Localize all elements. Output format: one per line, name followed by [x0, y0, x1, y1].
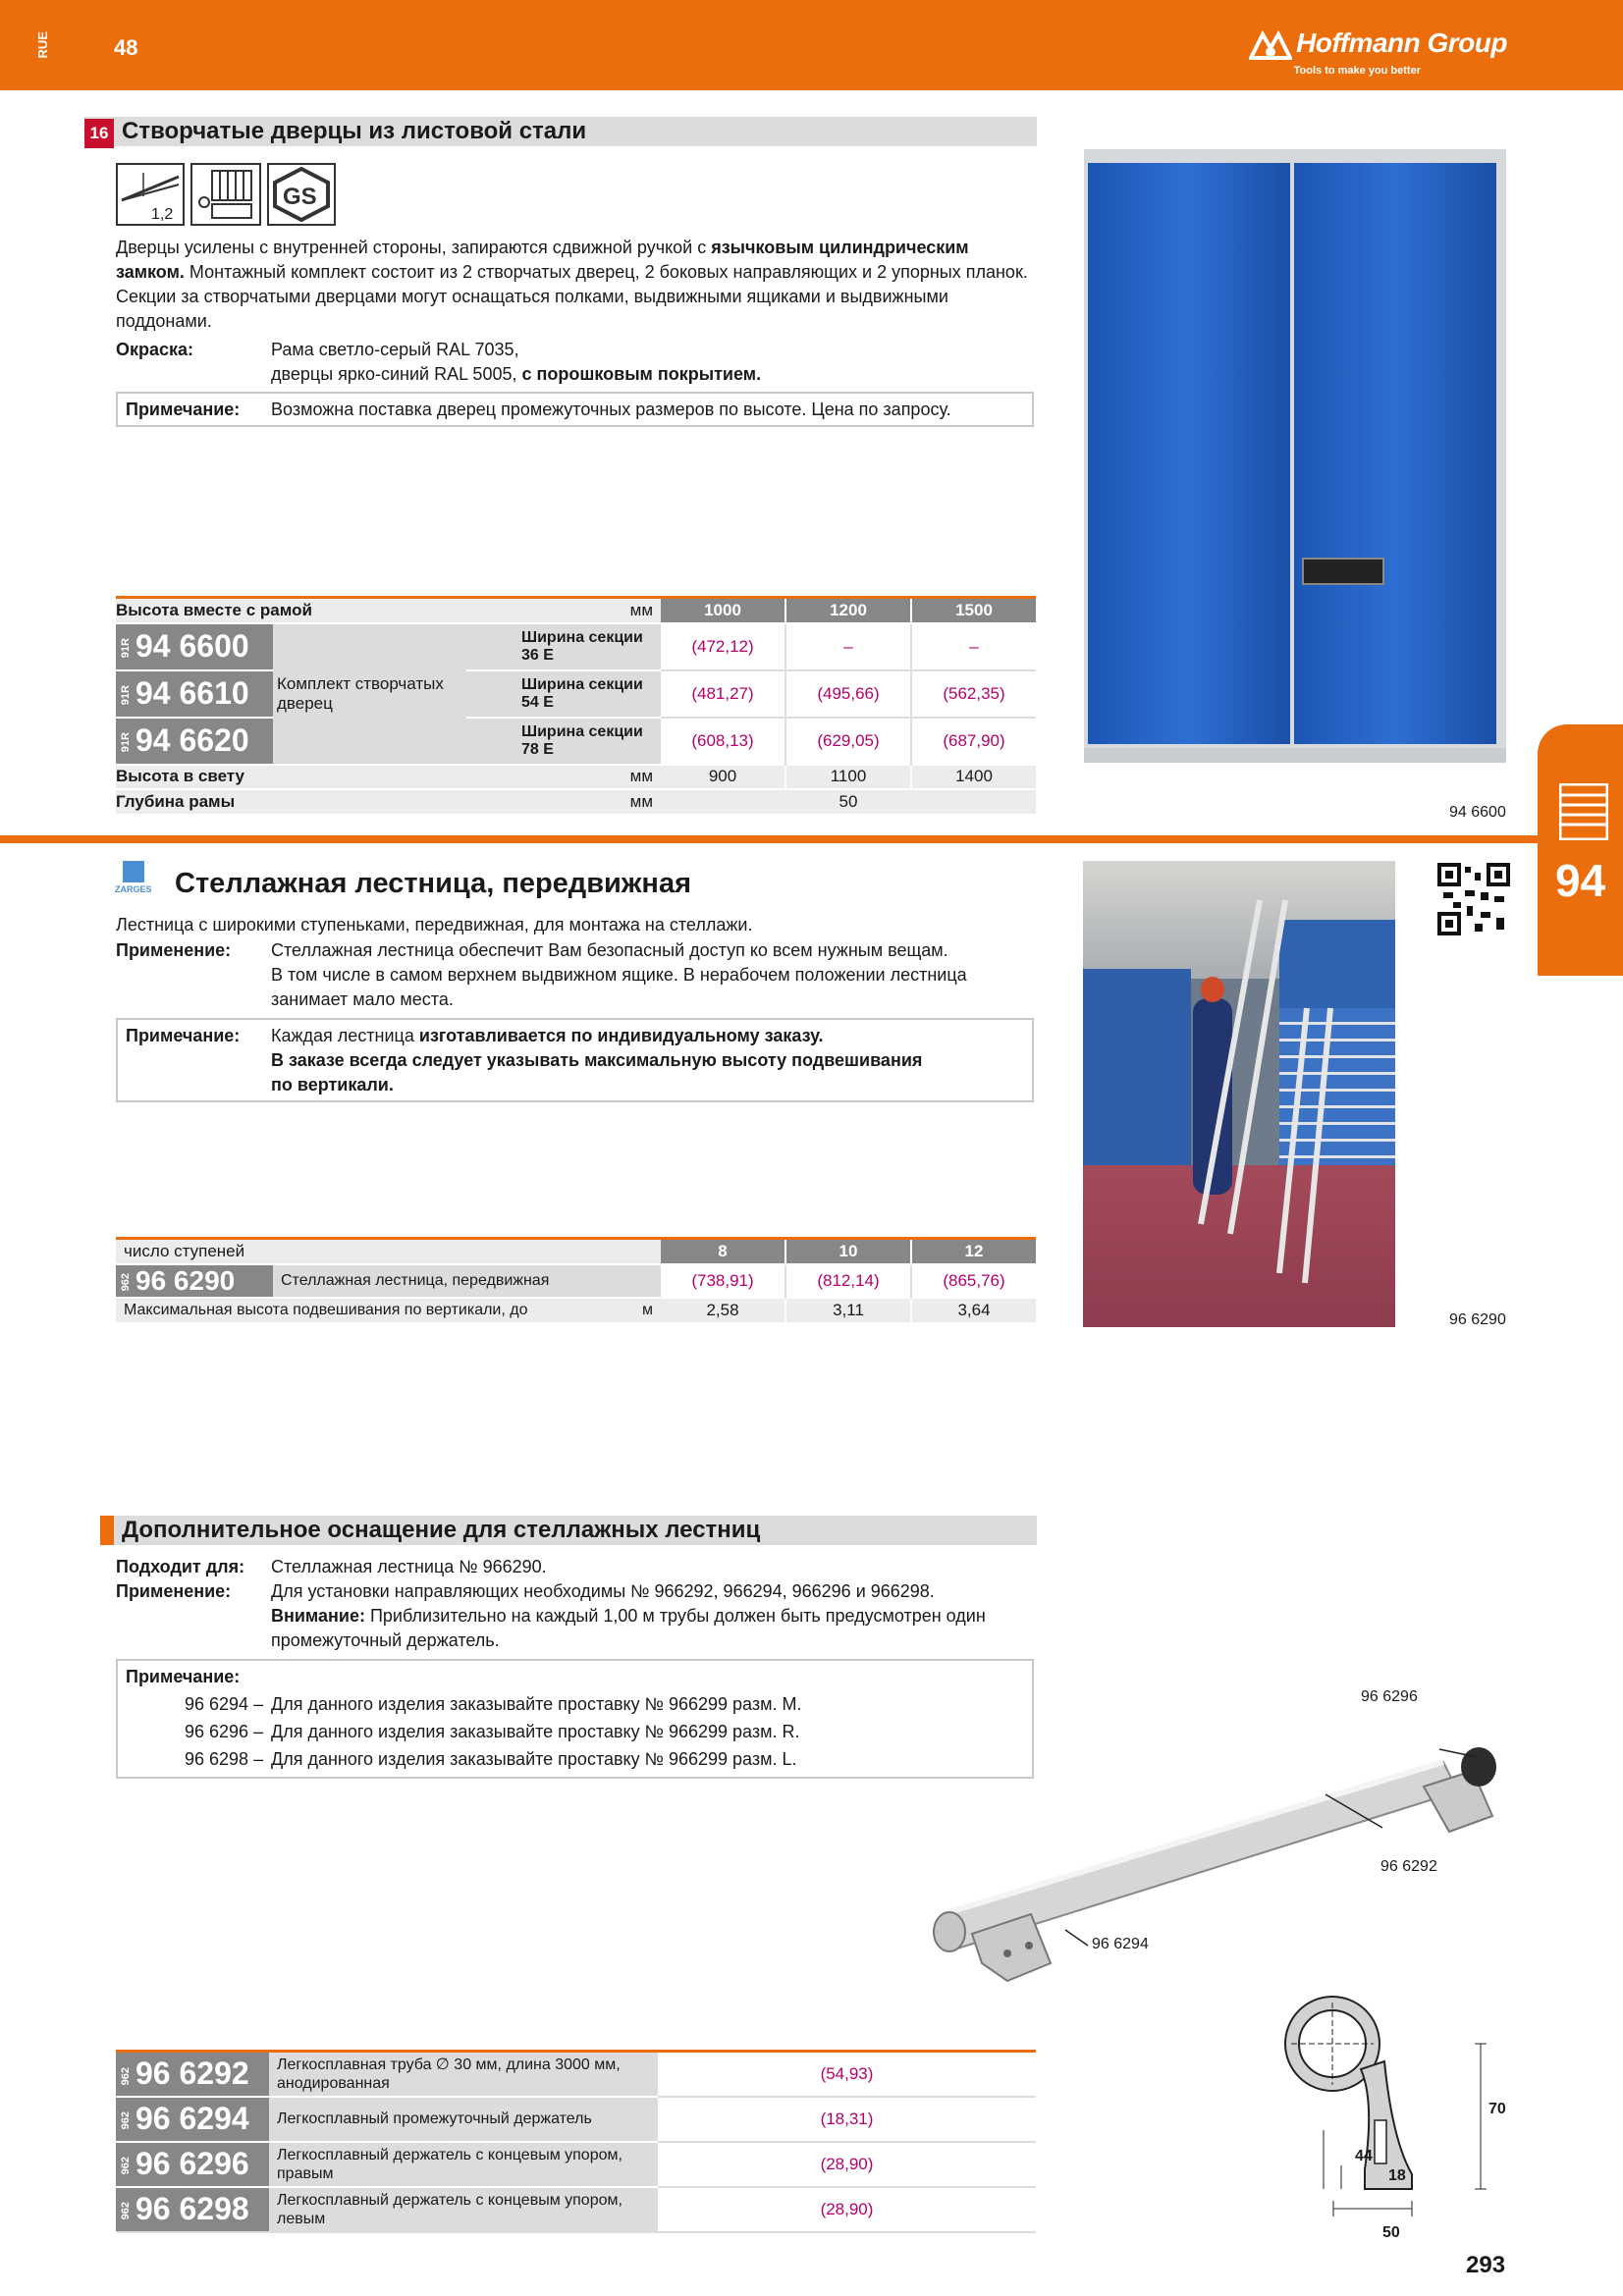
max-height-8: 2,58: [661, 1298, 785, 1322]
table-row: [116, 670, 1036, 718]
depth-value: 50: [661, 789, 1036, 814]
doors-note: Примечание: Возможна поставка дверец промежуточных размеров по высоте. Цена по запросу.: [116, 392, 1034, 427]
page-number-bottom: 293: [1466, 2252, 1506, 2278]
clear-height-unit: мм: [466, 765, 661, 789]
price-96-6298: (28,90): [658, 2187, 1036, 2232]
sheet-thickness-icon: [116, 163, 185, 226]
table-row: [116, 2052, 1036, 2097]
price-6610-1000: (481,27): [661, 670, 785, 718]
ladder-note: Примечание: Каждая лестница изготавливается по индивидуальному заказу. В заказе всегда следует указывать максимальную высоту подвешивания по вертикали.: [116, 1018, 1034, 1102]
desc-96-6294: Легкосплавный промежуточный держатель: [269, 2097, 658, 2142]
article-96-6298: 962 96 6298: [116, 2187, 269, 2232]
section-title-text: Створчатые дверцы из листовой стали: [122, 118, 587, 144]
qr-code-icon: [1437, 863, 1510, 935]
page-number-top: 48: [114, 35, 138, 60]
holder-dimension-drawing: [1267, 1993, 1522, 2238]
chapter-number: 94: [1555, 855, 1606, 906]
accessories-info: Подходит для: Стеллажная лестница № 966290. Применение: Для установки направляющих необходимы № 966292, 966294, 966296 и 966298. Внимание: Приблизительно на каждый 1,00 м трубы должен быть предусмотрен один промежуточный держатель.: [116, 1557, 986, 1650]
accessories-note: Примечание: 96 6294 – Для данного изделия заказывайте проставку № 966299 разм. M. 96 6296 – Для данного изделия заказывайте проставку № 966299 разм. R. 96 6298 – Для данного изделия заказывайте проставку № 966299 разм. L.: [116, 1659, 1034, 1779]
section-divider: [0, 835, 1542, 843]
price-6610-1500: (562,35): [911, 670, 1036, 718]
width-54e: Ширина секции 54 E: [466, 670, 661, 718]
width-78e: Ширина секции 78 E: [466, 718, 661, 765]
section-title-doors: [84, 117, 1037, 146]
accessories-title-text: Дополнительное оснащение для стеллажных лестниц: [122, 1517, 761, 1543]
ladder-photo: [1083, 861, 1395, 1327]
gs-certification-icon: [267, 163, 336, 226]
price-6600-1000: (472,12): [691, 636, 754, 656]
note-code-6298: 96 6298 –: [185, 1749, 264, 1769]
note-text-6298: Для данного изделия заказывайте проставку № 966299 разм. L.: [271, 1749, 797, 1769]
language-code: RUE: [35, 31, 50, 59]
col-1200: 1200: [785, 598, 911, 623]
max-height-10: 3,11: [785, 1298, 911, 1322]
desc-96-6296: Легкосплавный держатель с концевым упором, правым: [269, 2142, 658, 2187]
col-12: 12: [911, 1239, 1036, 1264]
dim-44: 44: [1355, 2148, 1373, 2164]
note-text-6294: Для данного изделия заказывайте проставку № 966299 разм. M.: [271, 1694, 802, 1714]
max-height-label: Максимальная высота подвешивания по вертикали, до м: [116, 1298, 661, 1322]
col-1000: 1000: [661, 598, 785, 623]
article-94-6610: 91R 94 6610: [116, 670, 273, 718]
doors-description: Дверцы усилены с внутренней стороны, запираются сдвижной ручкой с язычковым цилиндрическим замком. Монтажный комплект состоит из 2 створчатых дверец, 2 боковых направляющих и 2 упорных планок. Секции за створчатыми дверцами могут оснащаться полками, выдвижными ящиками и выдвижными поддонами.: [116, 238, 1028, 331]
left-door: [1088, 163, 1290, 744]
ladder-price-table: [116, 1237, 1036, 1322]
price-6620-1000: (608,13): [661, 718, 785, 765]
cabinet-image-caption: 94 6600: [1449, 804, 1506, 821]
article-96-6292: 962 96 6292: [116, 2052, 269, 2097]
article-94-6600: 91R 94 6600: [116, 623, 273, 670]
brand-logo: [1249, 27, 1507, 60]
table-row: [116, 2187, 1036, 2232]
table-row: [116, 623, 1036, 670]
price-6610-1200: (495,66): [785, 670, 911, 718]
dim-50: 50: [1382, 2224, 1400, 2241]
chapter-tab: [1538, 724, 1623, 976]
accessories-price-table: [116, 2050, 1036, 2233]
logo-tagline: Tools to make you better: [1293, 65, 1421, 77]
ladder-product-name: Стеллажная лестница, передвижная: [273, 1264, 661, 1298]
price-96-6292: (54,93): [820, 2063, 874, 2083]
callout-96-6296: 96 6296: [1361, 1688, 1418, 1705]
right-door: [1294, 163, 1496, 744]
section-badge: 16: [84, 119, 114, 148]
steps-label: число ступеней: [116, 1239, 661, 1264]
paint-info: Окраска: Рама светло-серый RAL 7035, дверцы ярко-синий RAL 5005, с порошковым покрытием.: [116, 340, 762, 384]
table-row: [116, 2142, 1036, 2187]
price-6600-1500: –: [911, 623, 1036, 670]
dim-70: 70: [1488, 2101, 1506, 2117]
max-height-12: 3,64: [911, 1298, 1036, 1322]
callout-96-6294: 96 6294: [1092, 1936, 1149, 1952]
zarges-logo-icon: [123, 861, 144, 882]
door-handle-lock: [1302, 558, 1384, 585]
thickness-value: 1,2: [151, 206, 174, 223]
note-code-6294: 96 6294 –: [185, 1694, 264, 1714]
section-marker: [100, 1516, 114, 1545]
clear-height-label: Высота в свету: [116, 765, 466, 789]
ladder-intro: Лестница с широкими ступеньками, передвижная, для монтажа на стеллажи.: [116, 915, 753, 934]
max-height-unit: м: [642, 1301, 653, 1318]
clear-height-1500: 1400: [911, 765, 1036, 789]
ladder-application: Применение: Стеллажная лестница обеспечит Вам безопасный доступ ко всем нужным вещам. В том числе в самом верхнем выдвижном ящике. В нерабочем положении лестница занимает мало места.: [116, 940, 967, 1009]
logo-text: Hoffmann Group: [1296, 27, 1507, 58]
height-label: Высота вместе с рамой: [116, 598, 466, 623]
cabinet-doors-image: [1084, 149, 1506, 763]
price-96-6294: (18,31): [658, 2097, 1036, 2142]
article-94-6620: 91R 94 6620: [116, 718, 273, 765]
ladder-photo-caption: 96 6290: [1449, 1311, 1506, 1328]
clear-height-1000: 900: [661, 765, 785, 789]
ladder-drawing: [1083, 861, 1395, 1327]
dim-18: 18: [1388, 2167, 1406, 2184]
price-96-6296: (28,90): [658, 2142, 1036, 2187]
price-ladder-10: (812,14): [785, 1264, 911, 1298]
zarges-text: ZARGES: [115, 884, 152, 894]
col-8: 8: [661, 1239, 785, 1264]
price-6600-1200: –: [785, 623, 911, 670]
clear-height-1200: 1100: [785, 765, 911, 789]
desc-96-6292: Легкосплавная труба ∅ 30 мм, длина 3000 мм, анодированная: [269, 2052, 658, 2097]
svg-text:GS: GS: [283, 184, 317, 210]
price-ladder-12: (865,76): [911, 1264, 1036, 1298]
hoffmann-logo-icon: [1249, 30, 1292, 60]
section-title-accessories: [100, 1516, 1037, 1545]
price-ladder-8: (738,91): [691, 1270, 754, 1290]
price-6620-1500: (687,90): [911, 718, 1036, 765]
rail-assembly-drawing: [913, 1669, 1542, 1983]
article-96-6296: 962 96 6296: [116, 2142, 269, 2187]
shelving-icon: [1559, 783, 1608, 840]
zarges-brand-logo: [115, 861, 154, 896]
desc-96-6298: Легкосплавный держатель с концевым упором, левым: [269, 2187, 658, 2232]
height-unit: мм: [466, 598, 661, 623]
lock-drawers-icon: [190, 163, 261, 226]
ladder-title: Стеллажная лестница, передвижная: [175, 868, 691, 899]
table-row: [116, 1264, 1036, 1298]
product-name-doors: Комплект створчатых дверец: [273, 623, 466, 765]
depth-label: Глубина рамы: [116, 789, 466, 814]
article-96-6290: 962 96 6290: [116, 1264, 273, 1298]
doors-price-table: [116, 596, 1036, 814]
col-1500: 1500: [911, 598, 1036, 623]
callout-96-6292: 96 6292: [1380, 1858, 1437, 1875]
width-36e: Ширина секции 36 E: [466, 623, 661, 670]
col-10: 10: [785, 1239, 911, 1264]
table-row: [116, 718, 1036, 765]
note-text-6296: Для данного изделия заказывайте проставку № 966299 разм. R.: [271, 1722, 800, 1741]
article-96-6294: 962 96 6294: [116, 2097, 269, 2142]
depth-unit: мм: [466, 789, 661, 814]
note-code-6296: 96 6296 –: [185, 1722, 264, 1741]
feature-icons: [116, 163, 338, 228]
price-6620-1200: (629,05): [785, 718, 911, 765]
table-row: [116, 2097, 1036, 2142]
